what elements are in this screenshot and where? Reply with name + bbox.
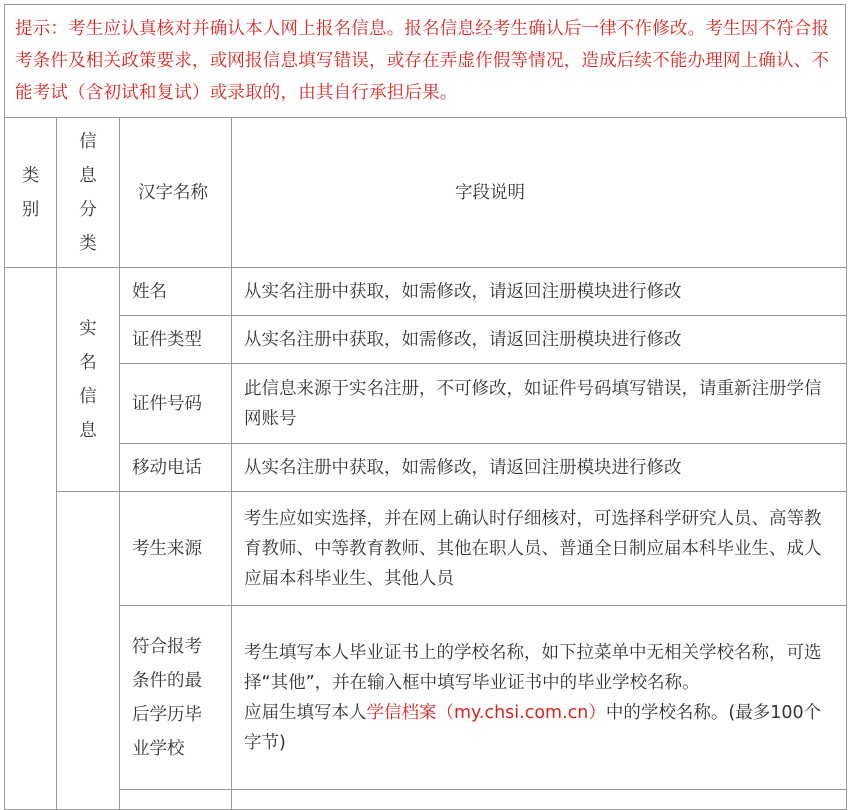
field-name-cell [120, 606, 232, 790]
group-realname: 实名信息 [57, 268, 120, 492]
table-row [5, 316, 847, 364]
header-description: 字段说明 [232, 118, 847, 268]
field-name: 符合报考条件的最后学历毕业学校 [132, 636, 202, 759]
field-name [120, 790, 232, 810]
field-name: 姓名 [120, 268, 232, 316]
chsi-archive-link[interactable]: 学信档案（my.chsi.com.cn） [366, 702, 606, 723]
field-name: 考生来源 [120, 492, 232, 606]
table-row [5, 364, 847, 444]
category-cell [5, 268, 57, 810]
field-description: 考生应如实选择，并在网上确认时仔细核对，可选择科学研究人员、高等教育教师、中等教育教师、其他在职人员、普通全日制应届本科毕业生、成人应届本科毕业生、其他人员 [232, 492, 847, 606]
table-row [5, 606, 847, 790]
field-description: 从实名注册中获取，如需修改，请返回注册模块进行修改 [232, 316, 847, 364]
field-name: 移动电话 [120, 444, 232, 492]
table-header-row [5, 118, 847, 268]
field-description-extra: 应届生填写本人学信档案（my.chsi.com.cn）中的学校名称。(最多100个字节) [244, 702, 822, 753]
field-description: 从实名注册中获取，如需修改，请返回注册模块进行修改 [232, 444, 847, 492]
field-description [232, 790, 847, 810]
field-table [4, 117, 847, 810]
field-name: 证件号码 [120, 364, 232, 444]
group-blank [57, 492, 120, 810]
field-description: 从实名注册中获取，如需修改，请返回注册模块进行修改 [232, 268, 847, 316]
header-category: 类别 [5, 118, 57, 268]
field-description: 此信息来源于实名注册，不可修改，如证件号码填写错误，请重新注册学信网账号 [232, 364, 847, 444]
table-row [5, 444, 847, 492]
table-row [5, 492, 847, 606]
table-row [5, 268, 847, 316]
header-name: 汉字名称 [120, 118, 232, 268]
field-name: 证件类型 [120, 316, 232, 364]
notice-text: 提示：考生应认真核对并确认本人网上报名信息。报名信息经考生确认后一律不作修改。考生因不符合报考条件及相关政策要求，或网报信息填写错误，或存在弄虚作假等情况，造成后续不能办理网上确认、不能考试（含初试和复试）或录取的，由其自行承担后果。 [4, 4, 846, 118]
field-description-text: 考生填写本人毕业证书上的学校名称，如下拉菜单中无相关学校名称，可选择“其他”，并在输入框中填写毕业证书中的毕业学校名称。 [244, 642, 822, 693]
header-info-group: 信息分类 [57, 118, 120, 268]
table-row [5, 790, 847, 810]
field-description [232, 606, 847, 790]
